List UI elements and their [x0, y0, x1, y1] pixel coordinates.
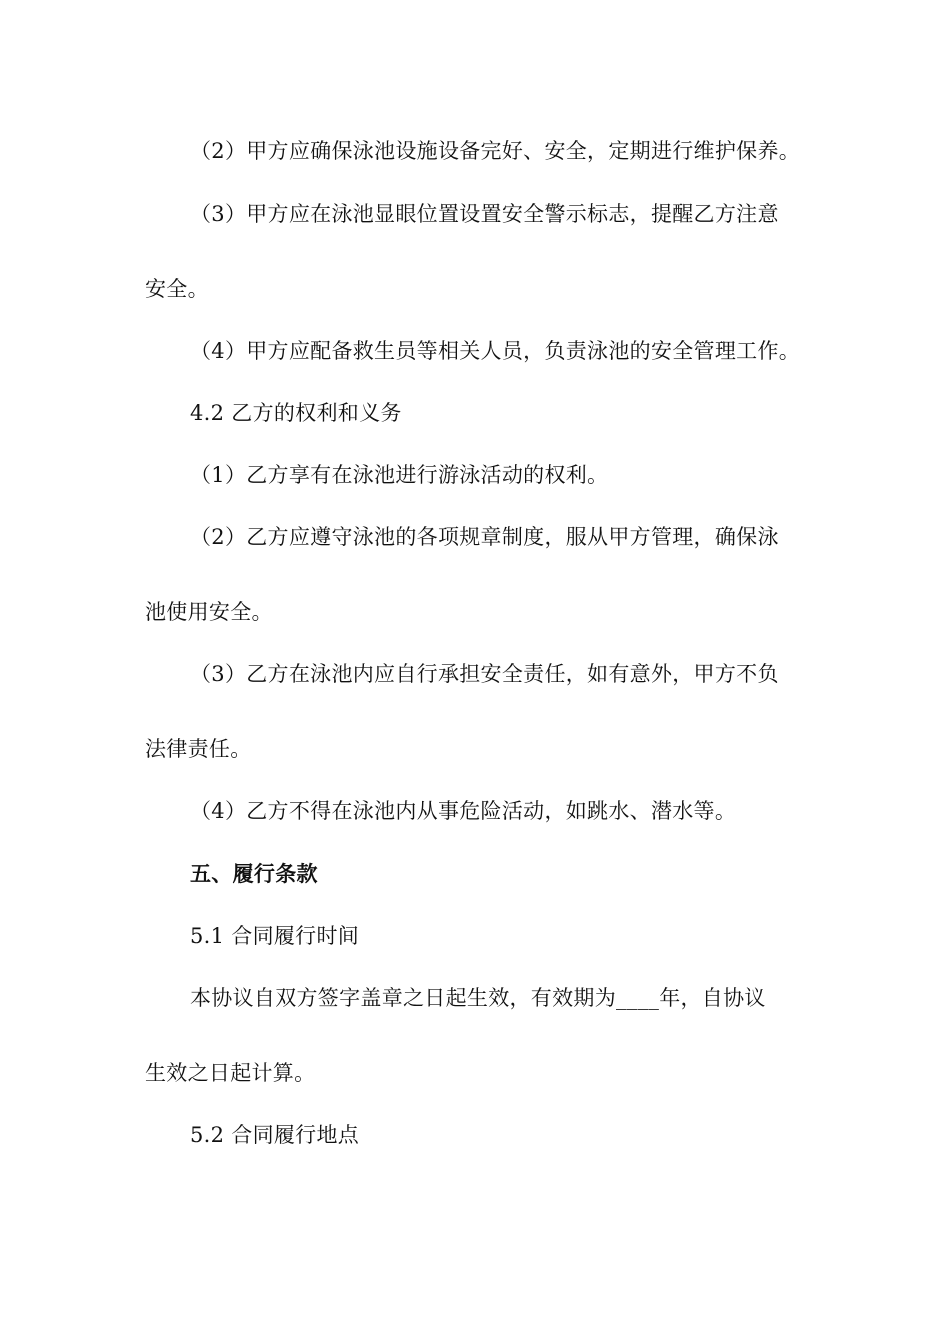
clause-b3-continued: 法律责任。 [145, 737, 252, 761]
clause-b4: （4）乙方不得在泳池内从事危险活动，如跳水、潜水等。 [190, 799, 737, 823]
clause-5-1-body: 本协议自双方签字盖章之日起生效，有效期为____年，自协议 [190, 986, 766, 1010]
clause-b3: （3）乙方在泳池内应自行承担安全责任，如有意外，甲方不负 [190, 662, 779, 686]
clause-b1: （1）乙方享有在泳池进行游泳活动的权利。 [190, 463, 609, 487]
clause-a3-continued: 安全。 [145, 277, 209, 301]
clause-b2: （2）乙方应遵守泳池的各项规章制度，服从甲方管理，确保泳 [190, 525, 779, 549]
clause-a2: （2）甲方应确保泳池设施设备完好、安全，定期进行维护保养。 [190, 139, 801, 163]
clause-a3: （3）甲方应在泳池显眼位置设置安全警示标志，提醒乙方注意 [190, 202, 779, 226]
section-4-2-heading: 4.2 乙方的权利和义务 [190, 401, 402, 425]
section-5-heading: 五、履行条款 [190, 861, 318, 886]
clause-a4: （4）甲方应配备救生员等相关人员，负责泳池的安全管理工作。 [190, 339, 801, 363]
clause-b2-continued: 池使用安全。 [145, 600, 273, 624]
section-5-1-heading: 5.1 合同履行时间 [190, 924, 360, 948]
clause-5-1-continued: 生效之日起计算。 [145, 1061, 316, 1085]
section-5-2-heading: 5.2 合同履行地点 [190, 1123, 360, 1147]
